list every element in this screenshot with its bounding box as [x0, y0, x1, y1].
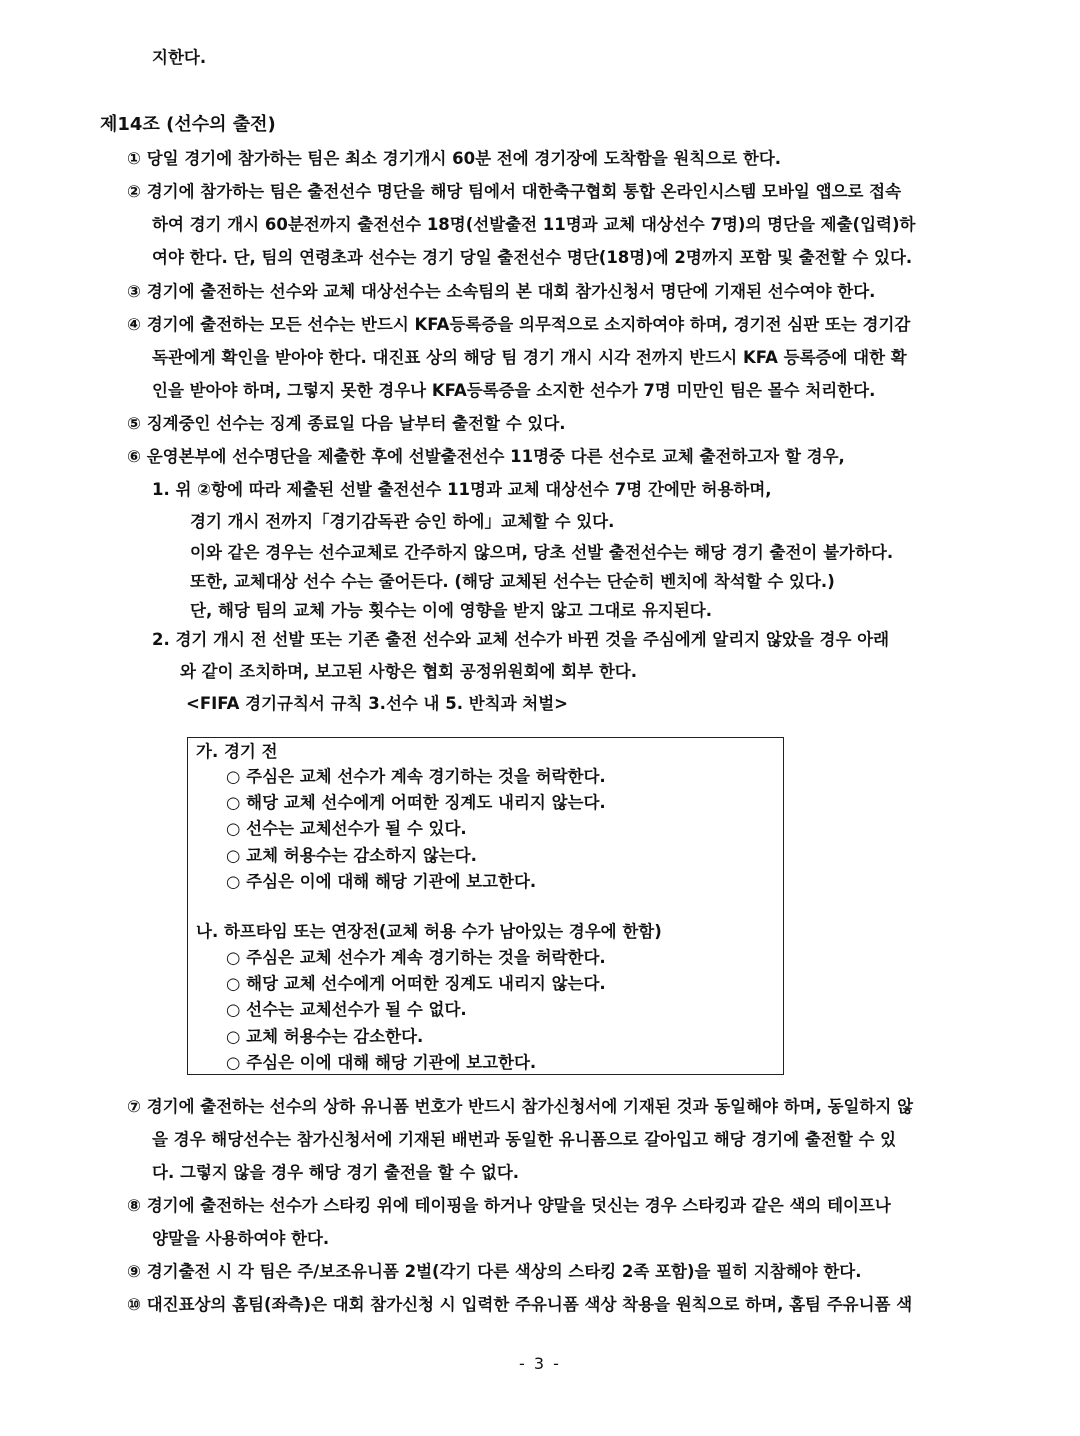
box-section-b-item-5: ○ 주심은 이에 대해 해당 기관에 보고한다. — [226, 1053, 537, 1072]
clause-6-item-1-line-4: 또한, 교체대상 선수 수는 줄어든다. (해당 교체된 선수는 단순히 벤치에 착석할 수 있다.) — [190, 572, 835, 591]
clause-8-line-1: ⑧ 경기에 출전하는 선수가 스타킹 위에 테이핑을 하거나 양말을 덧신는 경우 스타킹과 같은 색의 테이프나 — [127, 1196, 891, 1215]
clause-6-item-2-line-2: 와 같이 조치하며, 보고된 사항은 협회 공정위원회에 회부 한다. — [180, 662, 637, 681]
clause-2-line-2: 하여 경기 개시 60분전까지 출전선수 18명(선발출전 11명과 교체 대상선수 7명)의 명단을 제출(입력)하 — [152, 215, 916, 234]
box-section-b-item-1: ○ 주심은 교체 선수가 계속 경기하는 것을 허락한다. — [226, 948, 606, 967]
clause-4-line-3: 인을 받아야 하며, 그렇지 못한 경우나 KFA등록증을 소지한 선수가 7명 미만인 팀은 몰수 처리한다. — [152, 381, 876, 400]
clause-8-line-2: 양말을 사용하여야 한다. — [152, 1229, 330, 1248]
clause-2-line-3: 여야 한다. 단, 팀의 연령초과 선수는 경기 당일 출전선수 명단(18명)에 2명까지 포함 및 출전할 수 있다. — [152, 248, 913, 267]
box-section-a-item-1: ○ 주심은 교체 선수가 계속 경기하는 것을 허락한다. — [226, 767, 606, 786]
page-number: - 3 - — [519, 1354, 561, 1373]
clause-2-line-1: ② 경기에 참가하는 팀은 출전선수 명단을 해당 팀에서 대한축구협회 통합 온라인시스템 모바일 앱으로 접속 — [127, 182, 902, 201]
article-title: 제14조 (선수의 출전) — [100, 114, 276, 135]
clause-1: ① 당일 경기에 참가하는 팀은 최소 경기개시 60분 전에 경기장에 도착함을 원칙으로 한다. — [127, 149, 782, 168]
clause-6-item-1-line-1: 1. 위 ②항에 따라 제출된 선발 출전선수 11명과 교체 대상선수 7명 간에만 허용하며, — [152, 480, 772, 499]
clause-6-item-1-line-2: 경기 개시 전까지「경기감독관 승인 하에」교체할 수 있다. — [190, 512, 615, 531]
clause-4-line-1: ④ 경기에 출전하는 모든 선수는 반드시 KFA등록증을 의무적으로 소지하여야 하며, 경기전 심판 또는 경기감 — [127, 315, 911, 334]
box-section-a-item-2: ○ 해당 교체 선수에게 어떠한 징계도 내리지 않는다. — [226, 793, 606, 812]
clause-9: ⑨ 경기출전 시 각 팀은 주/보조유니폼 2벌(각기 다른 색상의 스타킹 2족 포함)을 필히 지참해야 한다. — [127, 1262, 862, 1281]
clause-6-item-2-line-1: 2. 경기 개시 전 선발 또는 기존 출전 선수와 교체 선수가 바뀐 것을 주심에게 알리지 않았을 경우 아래 — [152, 630, 890, 649]
clause-7-line-1: ⑦ 경기에 출전하는 선수의 상하 유니폼 번호가 반드시 참가신청서에 기재된 것과 동일해야 하며, 동일하지 않 — [127, 1097, 914, 1116]
box-section-b-item-4: ○ 교체 허용수는 감소한다. — [226, 1027, 424, 1046]
continued-text: 지한다. — [152, 48, 207, 67]
clause-7-line-3: 다. 그렇지 않을 경우 해당 경기 출전을 할 수 없다. — [152, 1163, 520, 1182]
fifa-rule-reference: <FIFA 경기규칙서 규칙 3.선수 내 5. 반칙과 처벌> — [186, 694, 569, 713]
clause-6: ⑥ 운영본부에 선수명단을 제출한 후에 선발출전선수 11명중 다른 선수로 교체 출전하고자 할 경우, — [127, 447, 845, 466]
box-section-a-item-4: ○ 교체 허용수는 감소하지 않는다. — [226, 846, 477, 865]
clause-7-line-2: 을 경우 해당선수는 참가신청서에 기재된 배번과 동일한 유니폼으로 갈아입고 해당 경기에 출전할 수 있 — [152, 1130, 897, 1149]
box-section-b-title: 나. 하프타임 또는 연장전(교체 허용 수가 남아있는 경우에 한함) — [196, 922, 662, 941]
box-section-b-item-2: ○ 해당 교체 선수에게 어떠한 징계도 내리지 않는다. — [226, 974, 606, 993]
box-section-b-item-3: ○ 선수는 교체선수가 될 수 없다. — [226, 1000, 467, 1019]
clause-3: ③ 경기에 출전하는 선수와 교체 대상선수는 소속팀의 본 대회 참가신청서 명단에 기재된 선수여야 한다. — [127, 282, 876, 301]
box-section-a-item-5: ○ 주심은 이에 대해 해당 기관에 보고한다. — [226, 872, 537, 891]
clause-5: ⑤ 징계중인 선수는 징계 종료일 다음 날부터 출전할 수 있다. — [127, 414, 566, 433]
box-section-a-title: 가. 경기 전 — [196, 742, 278, 761]
box-section-a-item-3: ○ 선수는 교체선수가 될 수 있다. — [226, 819, 467, 838]
clause-10: ⑩ 대진표상의 홈팀(좌측)은 대회 참가신청 시 입력한 주유니폼 색상 착용을 원칙으로 하며, 홈팀 주유니폼 색 — [127, 1295, 913, 1314]
clause-4-line-2: 독관에게 확인을 받아야 한다. 대진표 상의 해당 팀 경기 개시 시각 전까지 반드시 KFA 등록증에 대한 확 — [152, 348, 907, 367]
clause-6-item-1-line-3: 이와 같은 경우는 선수교체로 간주하지 않으며, 당초 선발 출전선수는 해당 경기 출전이 불가하다. — [190, 543, 894, 562]
clause-6-item-1-line-5: 단, 해당 팀의 교체 가능 횟수는 이에 영향을 받지 않고 그대로 유지된다. — [190, 601, 713, 620]
